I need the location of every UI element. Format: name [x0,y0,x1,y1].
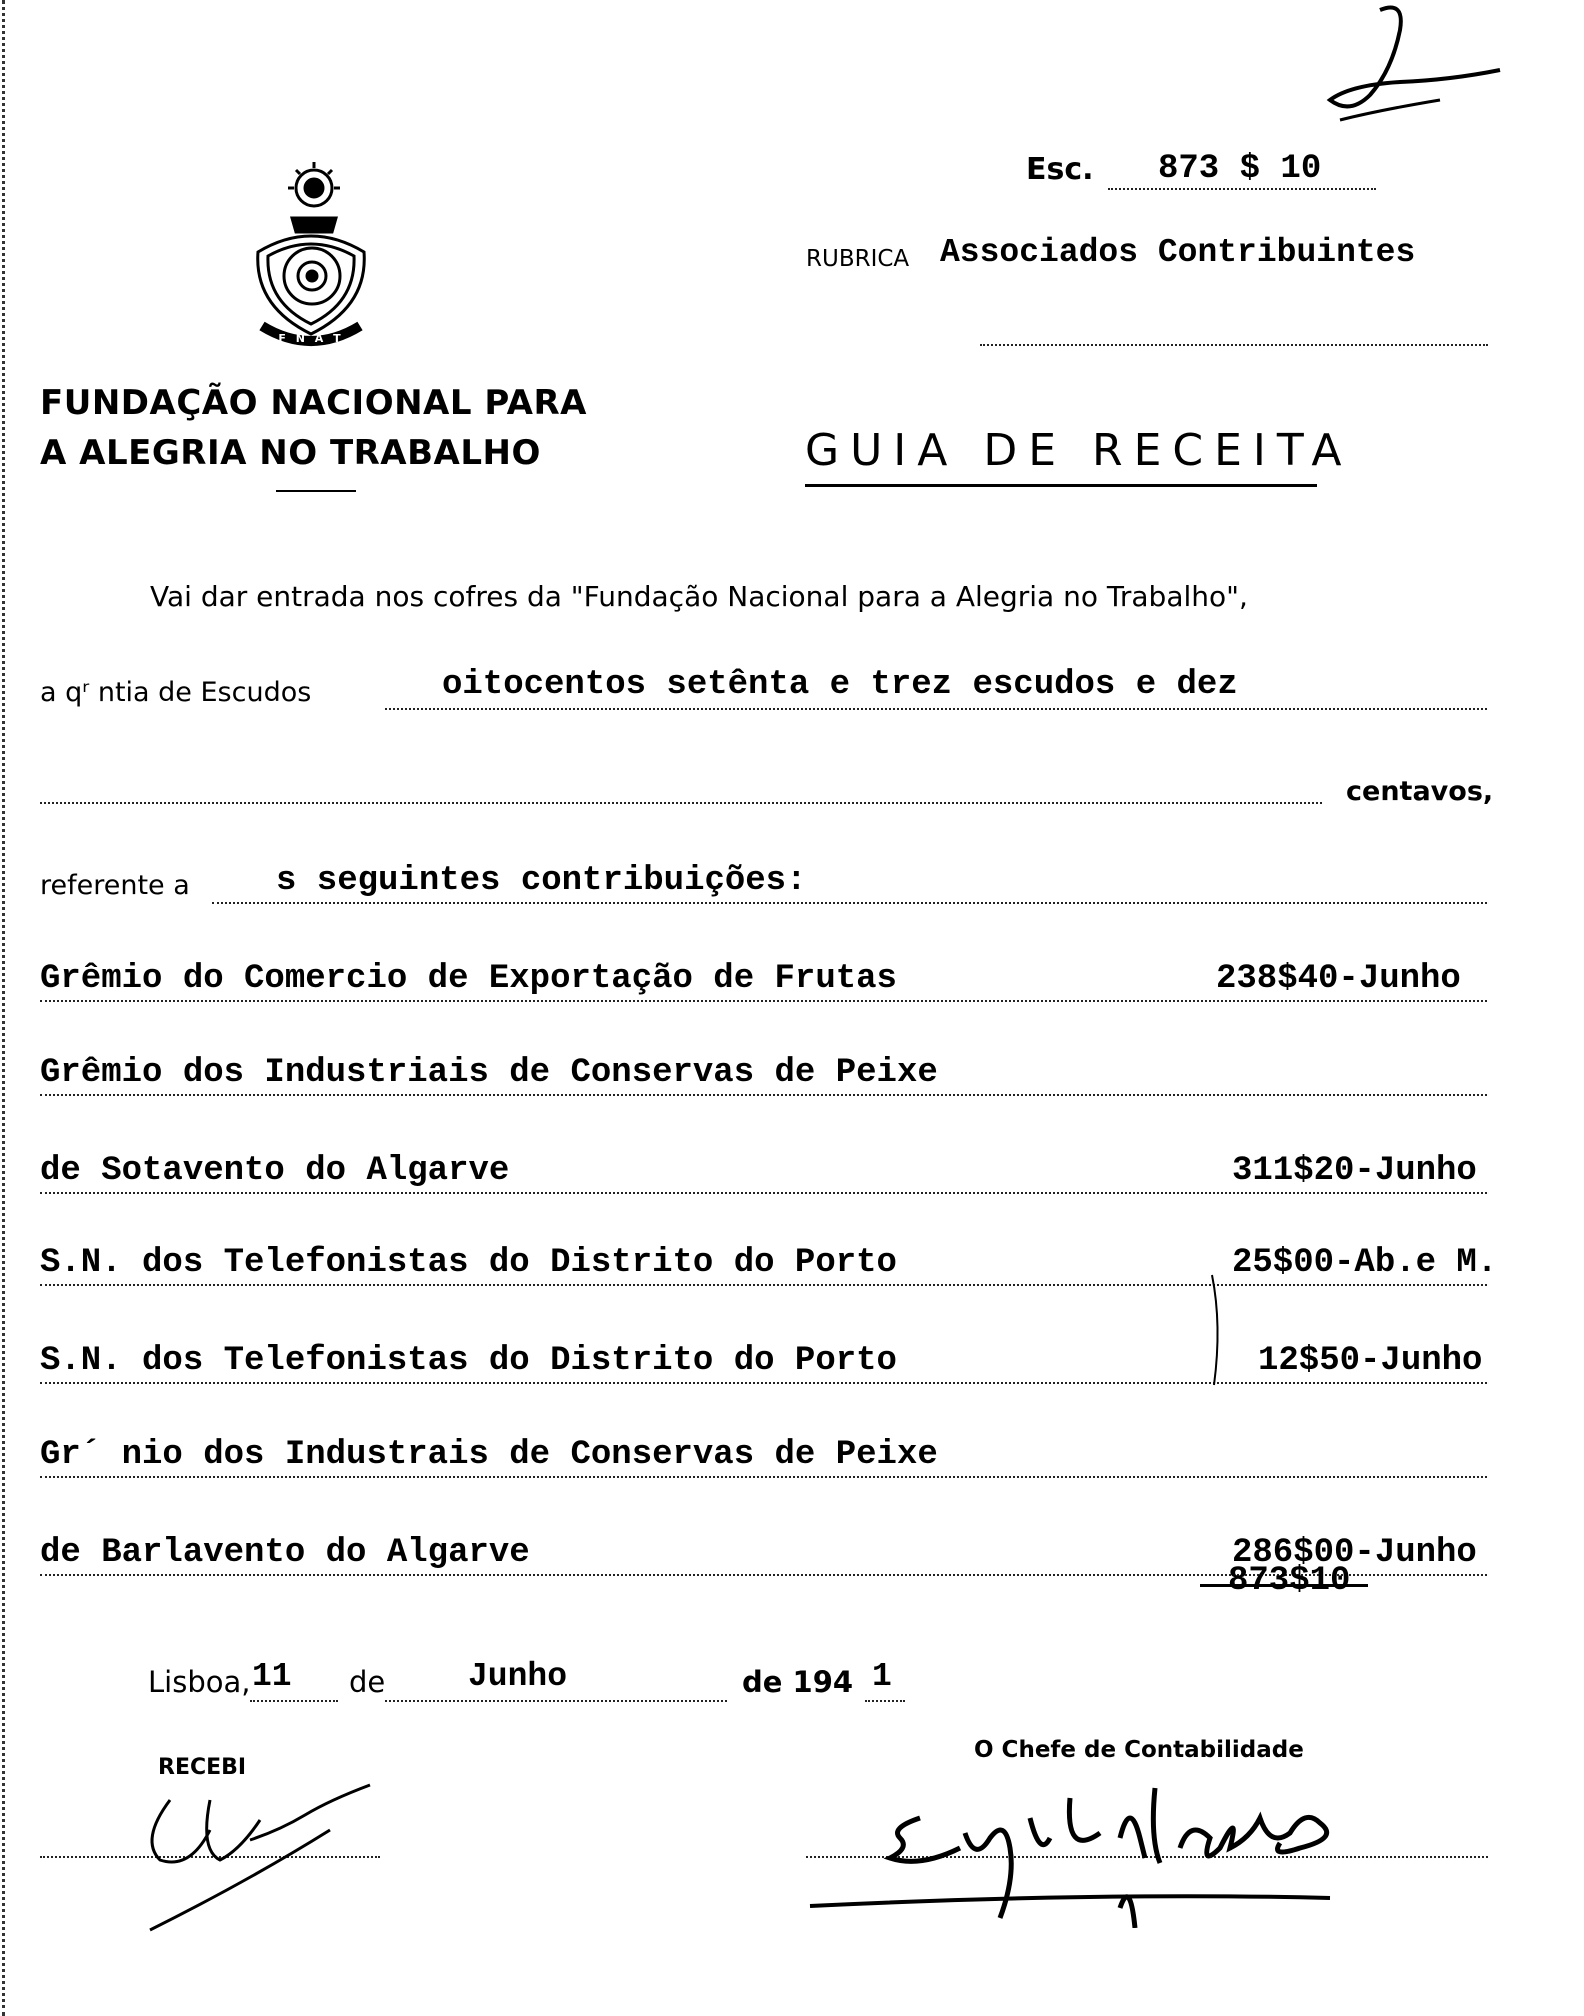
entry-amount: 311$20-Junho [1232,1152,1477,1190]
entry-line [40,1000,1487,1002]
entry-amount: 238$40-Junho [1216,960,1461,998]
total-amount: 873$10 [1228,1562,1351,1600]
organization-name [40,378,587,478]
entry-text: Grêmio do Comercio de Exportação de Frutas [40,960,897,998]
rubrica-value: Associados Contribuintes [940,234,1416,271]
rubrica-label: RUBRICA [806,246,910,272]
document-title: GUIA DE RECEITA [805,425,1353,476]
quantia-label: a qʳ ntia de Escudos [40,677,312,708]
entry-line [40,1284,1487,1286]
title-underline [805,484,1317,487]
esc-line [1108,188,1376,190]
initial-signature-icon [1310,0,1510,130]
entry-text: de Barlavento do Algarve [40,1534,530,1572]
fnat-emblem-icon [236,156,386,352]
amount-words: oitocentos setênta e trez escudos e dez [442,666,1238,704]
entry-line [40,1192,1487,1194]
date-year-digit: 1 [872,1658,892,1695]
perforated-edge [2,0,5,2016]
entry-text: Gr´ nio dos Industrais de Conservas de Peixe [40,1436,938,1474]
recebi-signature-icon [130,1760,390,1940]
esc-label: Esc. [1026,152,1094,187]
entry-line [40,1094,1487,1096]
date-de: de [349,1665,386,1699]
date-day: 11 [252,1658,292,1695]
date-year-prefix: de 194 [742,1665,854,1699]
rubrica-extra-line [980,344,1488,346]
intro-text: Vai dar entrada nos cofres da "Fundação Nacional para a Alegria no Trabalho", [150,580,1248,613]
date-month: Junho [468,1658,568,1695]
date-city: Lisboa, [148,1665,251,1699]
entry-line [40,1382,1487,1384]
org-underline [276,490,356,492]
centavos-line [40,802,1322,804]
amount-words-line [385,708,1487,710]
entry-amount: 12$50-Junho [1258,1342,1483,1380]
referente-line [212,902,1487,904]
referente-label: referente a [40,870,190,901]
recebi-label: RECEBI [158,1755,247,1780]
svg-text:F N A T: F N A T [278,332,344,345]
entry-text: de Sotavento do Algarve [40,1152,510,1190]
month-line [385,1700,727,1702]
year-line [865,1700,905,1702]
entry-text: S.N. dos Telefonistas do Distrito do Porto [40,1342,897,1380]
entry-text: Grêmio dos Industriais de Conservas de Peixe [40,1054,938,1092]
org-line-1: FUNDAÇÃO NACIONAL PARA [40,383,587,423]
esc-value: 873 $ 10 [1158,150,1322,188]
entry-amount: 286$00-Junho [1232,1534,1477,1572]
referente-value: s seguintes contribuições: [276,862,807,900]
entry-amount: 25$00-Ab.e M. [1232,1244,1498,1282]
day-line [250,1700,338,1702]
chefe-label: O Chefe de Contabilidade [974,1737,1304,1763]
org-line-2: A ALEGRIA NO TRABALHO [40,433,541,473]
entry-text: S.N. dos Telefonistas do Distrito do Porto [40,1244,897,1282]
centavos-label: centavos, [1346,776,1494,807]
bracket-mark-icon [1200,1265,1240,1395]
entry-line [40,1476,1487,1478]
chefe-signature-icon [800,1778,1420,1928]
